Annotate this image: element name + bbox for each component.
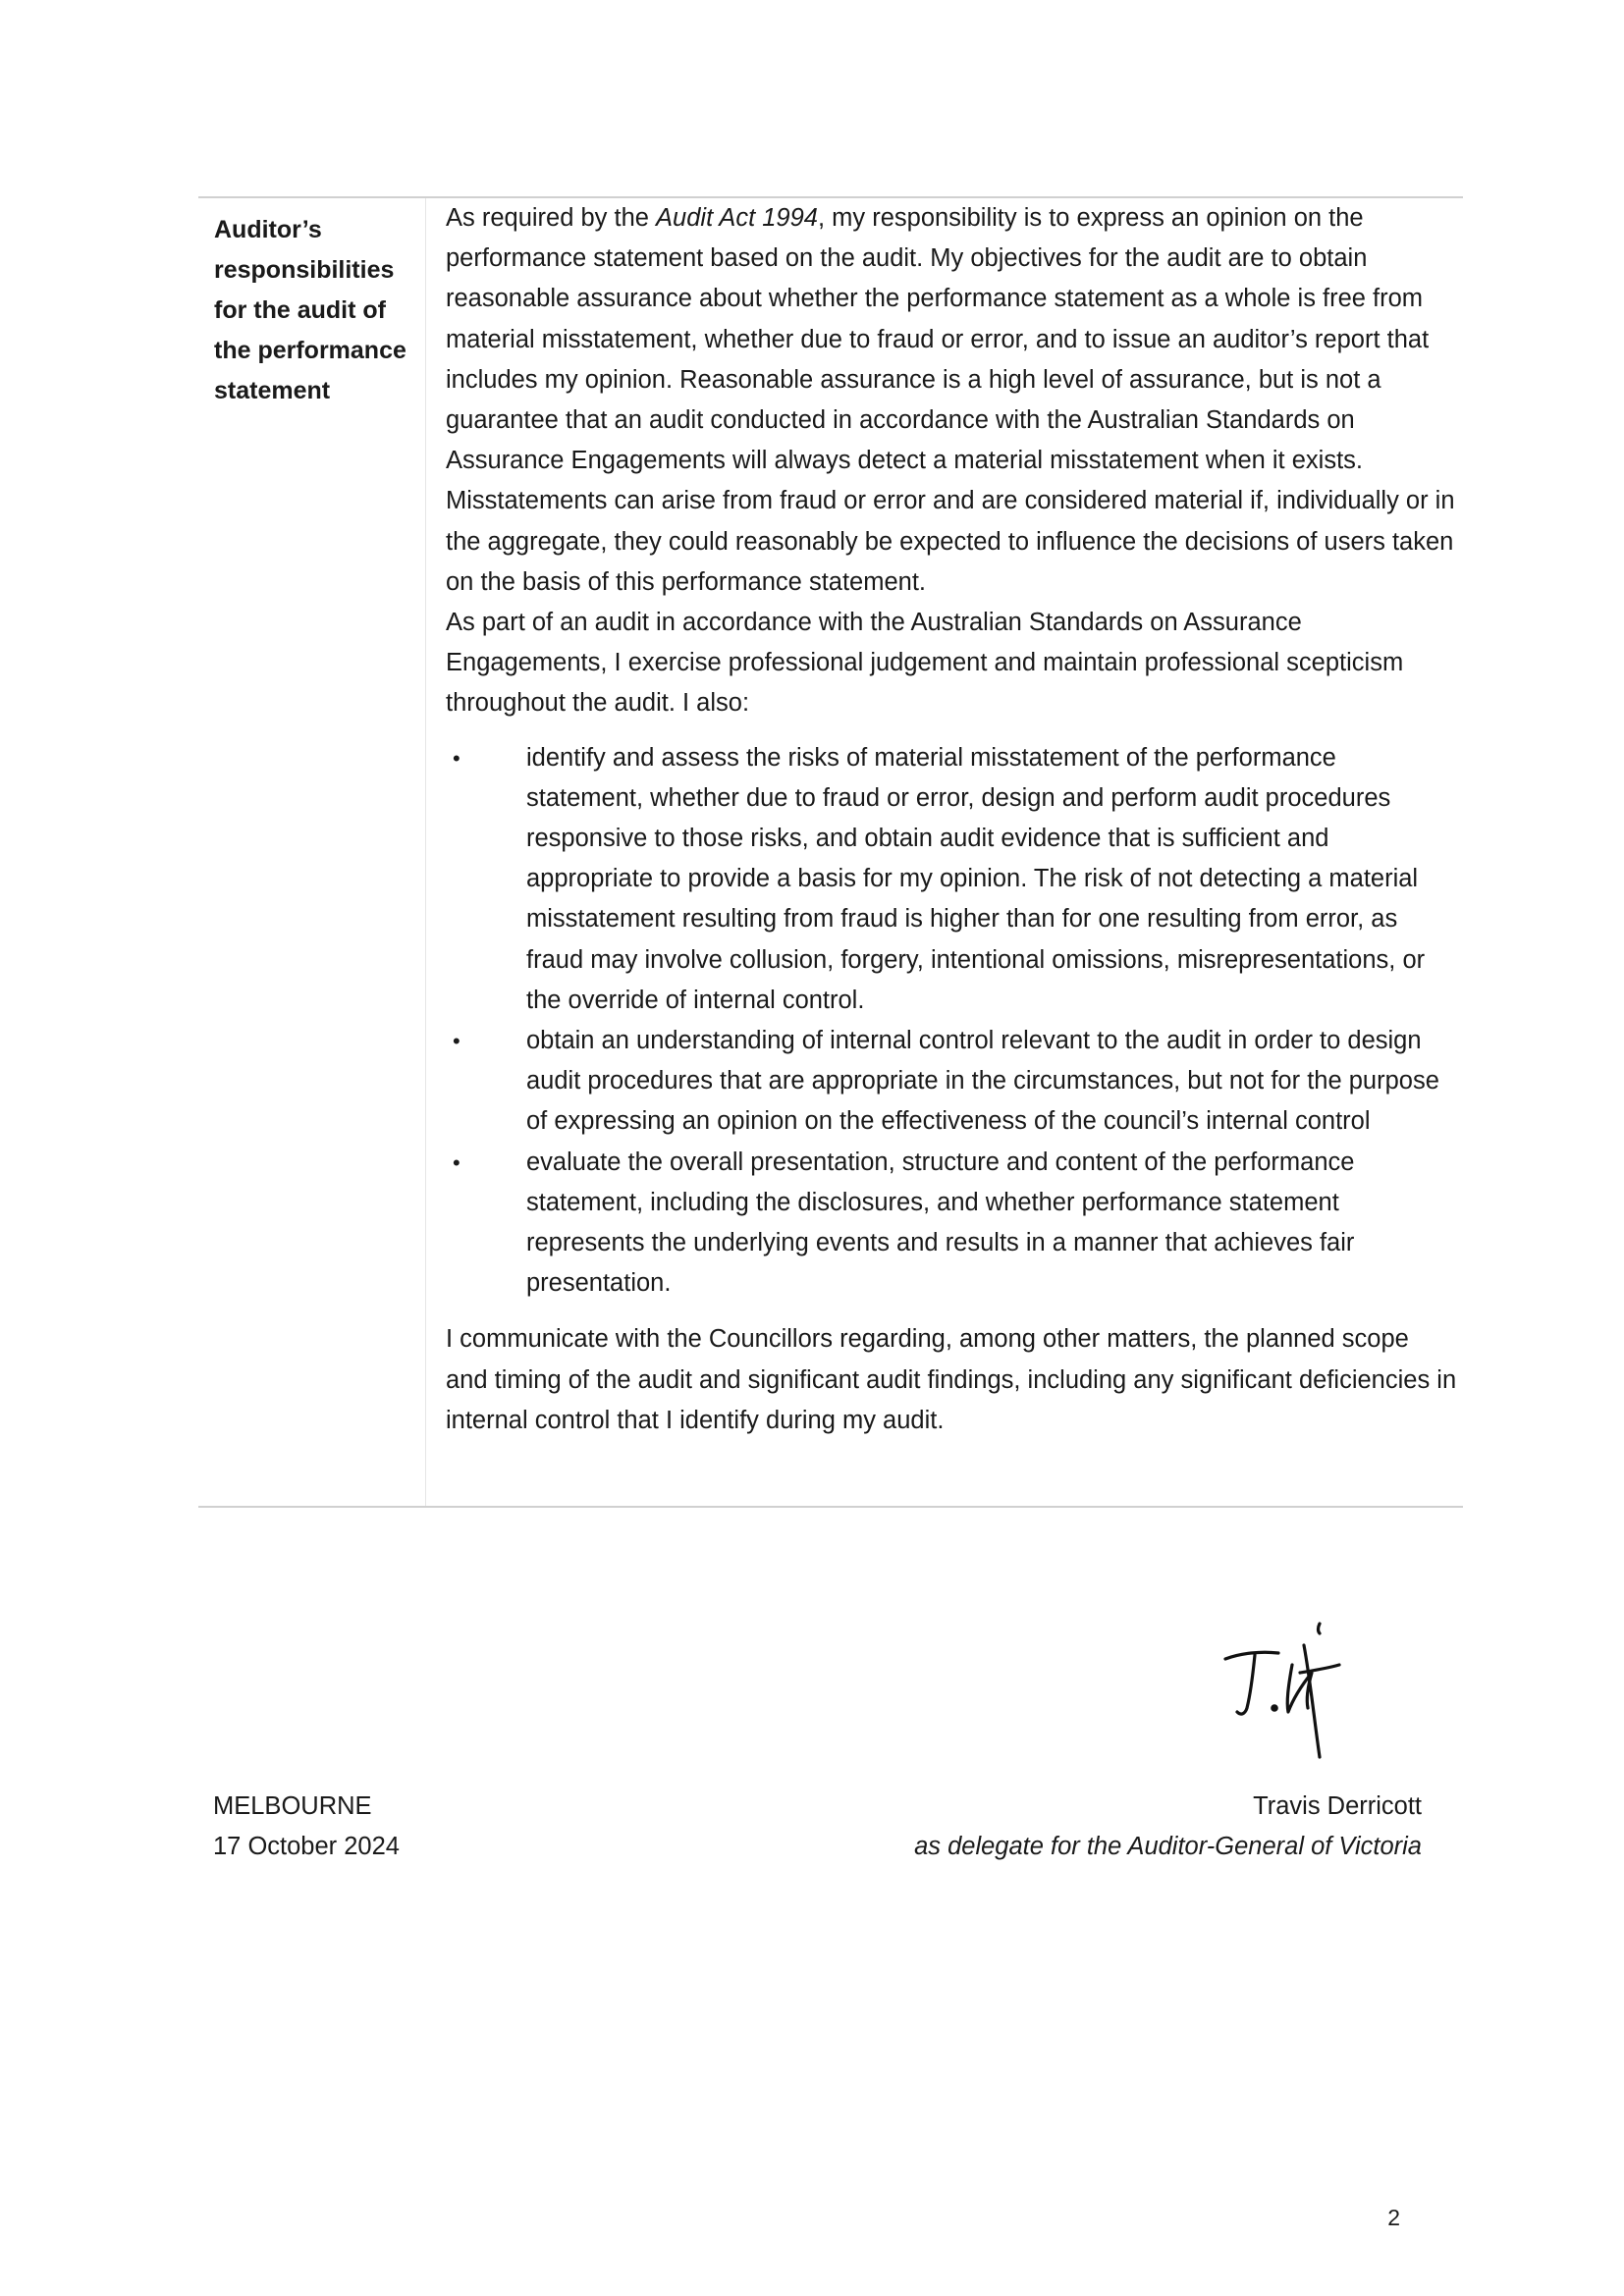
intro-paragraph: [446, 198, 1457, 603]
list-item: [446, 738, 1457, 1021]
intro-suffix: , my responsibility is to express an opinion on the performance statement based on the audit. My objectives for the audit are to obtain reasonable assurance about whether the performance statement as a whole is free from material misstatement, whether due to fraud or error, and to issue an auditor’s report that includes my opinion. Reasonable assurance is a high level of assurance, but is not a guarantee that an audit conducted in accordance with the Australian Standards on Assurance Engagements will always detect a material misstatement when it exists. Misstatements can arise from fraud or error and are considered material if, individually or in the aggregate, they could reasonably be expected to influence the decisions of users taken on the basis of this performance statement.: [446, 204, 1455, 596]
footer-signatory: [914, 1787, 1422, 1867]
signatory-name: Travis Derricott: [1253, 1792, 1422, 1820]
signatory-role: as delegate for the Auditor-General of Victoria: [914, 1833, 1422, 1860]
list-item-text: evaluate the overall presentation, structure and content of the performance statement, including the disclosures, and whether performance statement represents the underlying events and results in a manner that achieves fair presentation.: [526, 1148, 1355, 1298]
list-item-text: obtain an understanding of internal control relevant to the audit in order to design audit procedures that are appropriate in the circumstances, but not for the purpose of expressing an opinion on the effectiveness of the council’s internal control: [526, 1027, 1439, 1136]
bullet-marker: •: [453, 1149, 460, 1175]
list-item-text: identify and assess the risks of material misstatement of the performance statement, whether due to fraud or error, design and perform audit procedures responsive to those risks, and obtain audit evidence that is sufficient and appropriate to provide a basis for my opinion. The risk of not detecting a material misstatement resulting from fraud is higher than for one resulting from error, as fraud may involve collusion, forgery, intentional omissions, misrepresentations, or the override of internal control.: [526, 743, 1426, 1014]
bullet-marker: •: [453, 745, 460, 771]
intro-prefix: As required by the: [446, 204, 657, 232]
signature-icon: [1218, 1618, 1375, 1765]
page-number: 2: [1387, 2205, 1400, 2230]
list-item: [446, 1021, 1457, 1143]
footer-location: [213, 1787, 400, 1867]
bullet-marker: •: [453, 1029, 460, 1054]
procedures-list: [446, 738, 1457, 1305]
report-date: 17 October 2024: [213, 1833, 400, 1860]
part-of-audit-paragraph: As part of an audit in accordance with the Australian Standards on Assurance Engagements, I exercise professional judgement and maintain professional scepticism throughout the audit. I also:: [446, 609, 1404, 718]
list-item: [446, 1143, 1457, 1305]
city: MELBOURNE: [213, 1792, 372, 1820]
closing-paragraph: I communicate with the Councillors regarding, among other matters, the planned scope and timing of the audit and significant audit findings, including any significant deficiencies in internal control that I identify during my audit.: [446, 1325, 1457, 1434]
act-name: Audit Act 1994: [656, 204, 818, 232]
section-heading: Auditor’s responsibilities for the audit of the performance statement: [214, 216, 406, 404]
section-body: [446, 198, 1457, 1441]
auditor-responsibilities-section: [198, 196, 1463, 1508]
column-divider: [425, 198, 426, 1506]
